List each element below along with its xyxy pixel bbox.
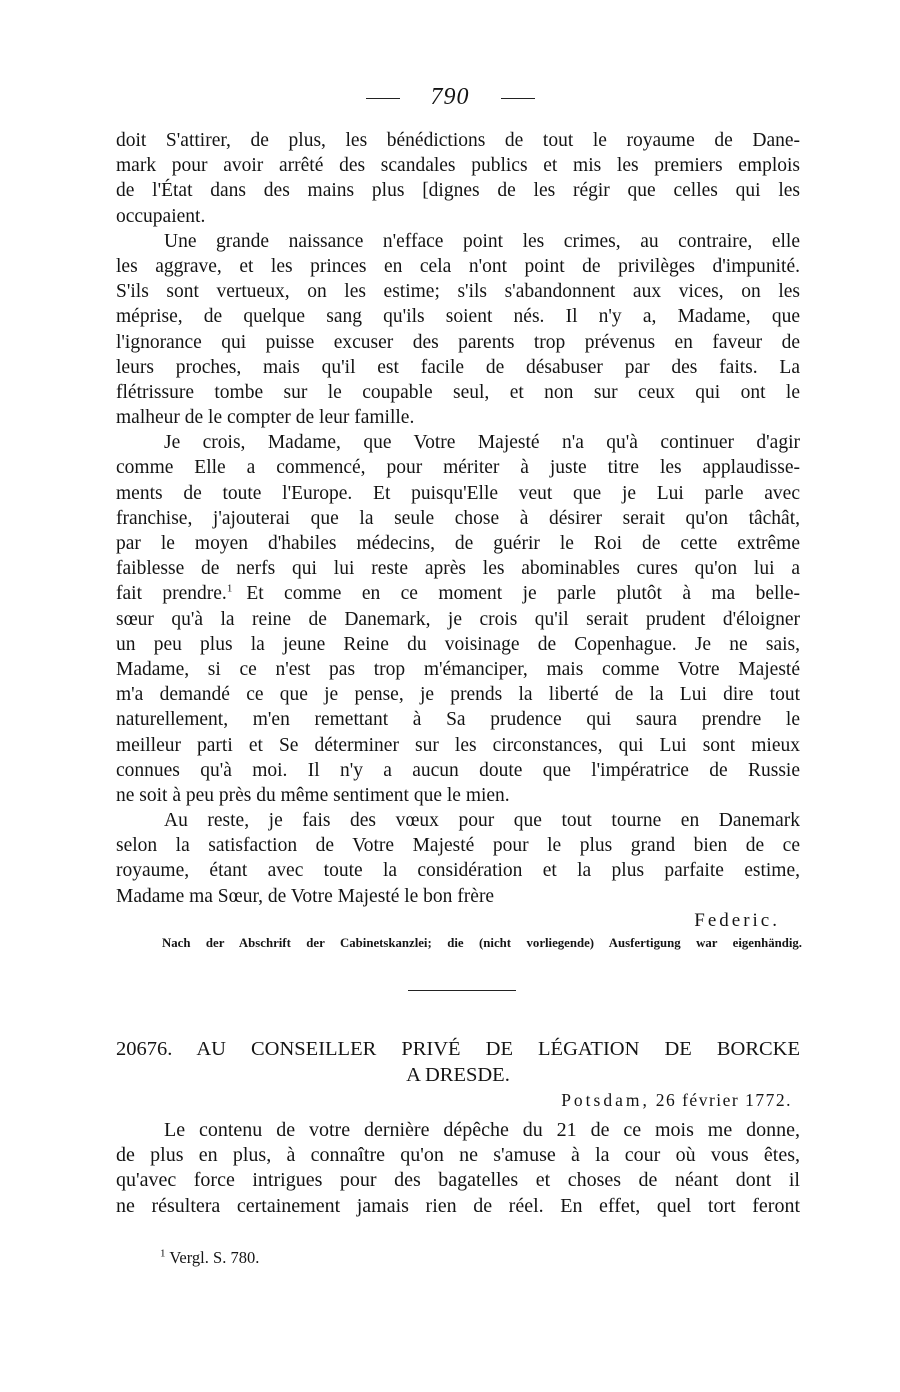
letter-body bbox=[116, 128, 800, 909]
page-header bbox=[0, 84, 900, 111]
text-line: par le moyen d'habiles médecins, de guérir le Roi de cette extrême bbox=[116, 533, 800, 554]
text-line: Madame ma Sœur, de Votre Majesté le bon frère bbox=[116, 885, 495, 907]
text-line: Madame, si ce n'est pas trop m'émanciper, mais comme Votre Majesté bbox=[116, 658, 800, 680]
text-line: ne soit à peu près du même sentiment que le mien. bbox=[116, 784, 510, 806]
text-line: un peu plus la jeune Reine du voisinage de Copenhague. Je ne sais, bbox=[116, 633, 800, 655]
footnote bbox=[160, 1248, 259, 1268]
text-line: S'ils sont vertueux, on les estime; s'ils s'abandonnent aux vices, on les bbox=[116, 281, 800, 303]
footnote-marker: 1 bbox=[160, 1247, 166, 1260]
dateline-date: 26 février 1772. bbox=[655, 1090, 792, 1110]
text-line: Une grande naissance n'efface point les crimes, au contraire, elle bbox=[164, 230, 800, 252]
section-divider bbox=[408, 990, 516, 991]
text-line: naturellement, m'en remettant à Sa prudence qui saura prendre le bbox=[116, 709, 800, 731]
text-line: de plus en plus, à connaître qu'on ne s'amuse à la cour où vous êtes, bbox=[116, 1144, 800, 1167]
text-line: qu'avec force intrigues pour des bagatelles et choses de néant dont il bbox=[116, 1169, 800, 1192]
text-line: franchise, j'ajouterai que la seule chose à désirer serait qu'on tâchât, bbox=[116, 507, 800, 529]
text-line: comme Elle a commencé, pour mériter à juste titre les applaudisse- bbox=[116, 457, 800, 479]
text-line: doit S'attirer, de plus, les bénédictions de tout le royaume de Dane- bbox=[116, 130, 800, 151]
text-line: Le contenu de votre dernière dépêche du 21 de ce mois me donne, bbox=[164, 1119, 800, 1141]
text-line: de l'État dans des mains plus [dignes de les régir que celles qui les bbox=[116, 180, 800, 202]
text-line: occupaient. bbox=[116, 205, 206, 227]
text-line: Je crois, Madame, que Votre Majesté n'a qu'à continuer d'agir bbox=[164, 432, 800, 454]
signature: Federic. bbox=[694, 910, 780, 931]
text-line-with-footnote bbox=[116, 581, 800, 606]
dateline bbox=[116, 1090, 792, 1111]
header-dash-right bbox=[501, 98, 535, 99]
text-line: Au reste, je fais des vœux pour que tout tourne en Danemark bbox=[164, 810, 800, 832]
footnote-marker: 1 bbox=[226, 582, 233, 595]
text-fragment: Et comme en ce moment je parle plutôt à ma belle- bbox=[246, 583, 800, 605]
text-line: sœur qu'à la reine de Danemark, je crois qu'il serait prudent d'éloigner bbox=[116, 608, 800, 630]
letter-heading-destination: A DRESDE. bbox=[406, 1064, 510, 1086]
next-letter-body bbox=[116, 1118, 800, 1219]
text-line: l'ignorance qui puisse excuser des parents trop prévenus en faveur de bbox=[116, 331, 800, 353]
text-line: ne résultera certainement jamais rien de réel. En effet, quel tort feront bbox=[116, 1194, 800, 1217]
text-line: meilleur parti et Se déterminer sur les circonstances, qui Lui sont mieux bbox=[116, 734, 800, 756]
dateline-place: Potsdam, bbox=[561, 1090, 650, 1110]
text-line: flétrissure tombe sur le coupable seul, et non sur ceux qui ont le bbox=[116, 381, 800, 403]
text-line: ments de toute l'Europe. Et puisqu'Elle veut que je Lui parle avec bbox=[116, 482, 800, 504]
text-line: leurs proches, mais qu'il est facile de désabuser par des faits. La bbox=[116, 356, 800, 378]
text-line: faiblesse de nerfs qui lui reste après les abominables cures qu'on lui a bbox=[116, 558, 800, 580]
text-line: méprise, de quelque sang qu'ils soient nés. Il n'y a, Madame, que bbox=[116, 306, 800, 328]
text-line: selon la satisfaction de Votre Majesté pour le plus grand bien de ce bbox=[116, 835, 800, 857]
text-fragment: fait prendre. bbox=[116, 583, 227, 605]
text-line: connues qu'à moi. Il n'y a aucun doute que l'impératrice de Russie bbox=[116, 759, 800, 781]
text-line: malheur de le compter de leur famille. bbox=[116, 407, 415, 429]
text-line: royaume, étant avec toute la considération et la plus parfaite estime, bbox=[116, 860, 800, 882]
letter-heading: 20676. AU CONSEILLER PRIVÉ DE LÉGATION DE BORCKE bbox=[116, 1038, 800, 1060]
text-line: mark pour avoir arrêté des scandales publics et mis les premiers emplois bbox=[116, 155, 800, 177]
footnote-text: Vergl. S. 780. bbox=[169, 1248, 260, 1267]
header-dash-left bbox=[366, 98, 400, 99]
text-line: les aggrave, et les princes en cela n'ont point de privilèges d'impunité. bbox=[116, 255, 800, 277]
text-line: m'a demandé ce que je pense, je prends la liberté de la Lui dire tout bbox=[116, 684, 800, 706]
page-number: 790 bbox=[430, 84, 470, 110]
source-note: Nach der Abschrift der Cabinetskanzlei; die (nicht vorliegende) Ausfertigung war eigenhändig. bbox=[162, 936, 802, 950]
